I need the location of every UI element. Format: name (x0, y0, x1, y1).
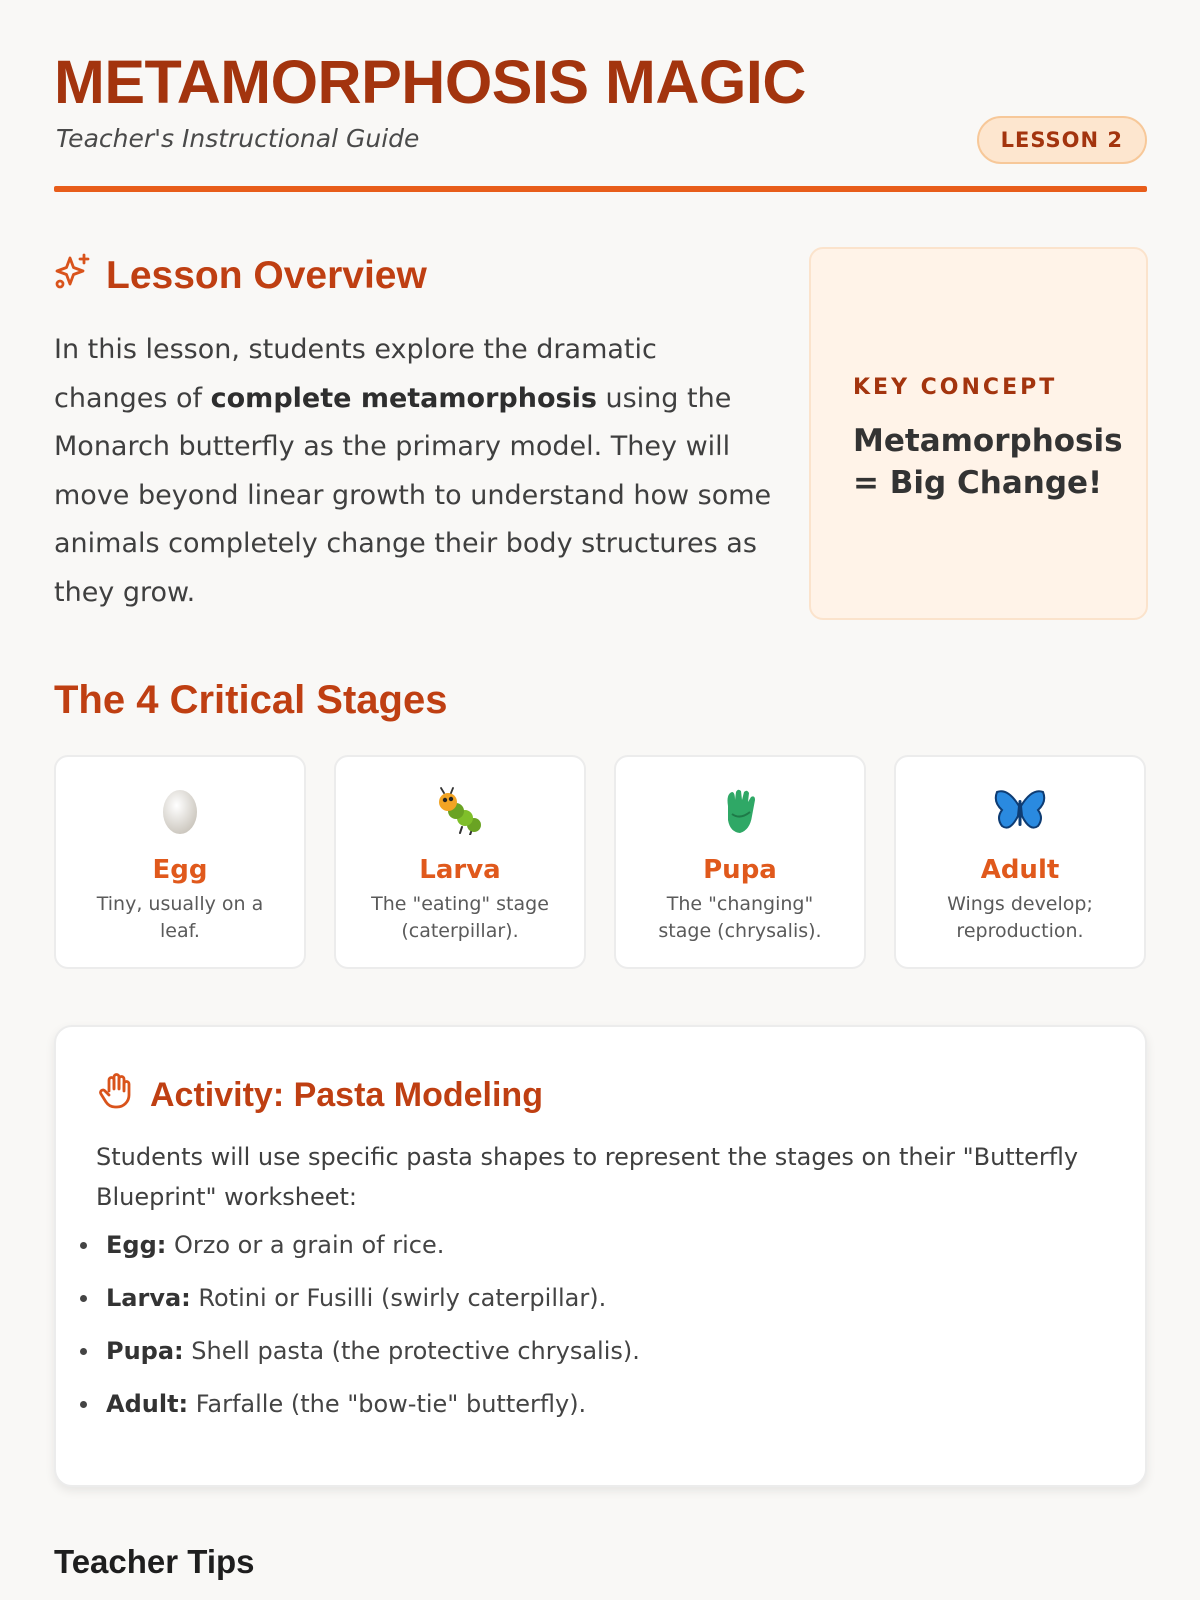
stage-description: The "eating" stage (caterpillar). (371, 893, 549, 942)
overview-title: Lesson Overview (106, 254, 427, 297)
header-divider (54, 186, 1147, 192)
activity-title: Activity: Pasta Modeling (150, 1076, 543, 1114)
page-title: METAMORPHOSIS MAGIC (54, 48, 806, 116)
overview-heading (54, 252, 427, 300)
activity-heading (96, 1071, 543, 1120)
overview-emphasis: complete metamorphosis (210, 382, 597, 414)
lesson-badge-label: LESSON 2 (1000, 128, 1123, 152)
stage-name: Pupa (703, 855, 777, 885)
page-subtitle: Teacher's Instructional Guide (56, 124, 420, 153)
sparkle-icon (54, 252, 92, 300)
teacher-tips-heading: Teacher Tips (54, 1543, 255, 1580)
stage-card-larva (334, 755, 586, 969)
stage-description: The "changing" stage (chrysalis). (658, 893, 822, 942)
list-item: Adult: Farfalle (the "bow-tie" butterfly). (106, 1384, 640, 1437)
caterpillar-icon (434, 787, 486, 835)
key-concept-value: Metamorphosis = Big Change! (853, 423, 1123, 501)
key-concept-card (809, 247, 1148, 620)
list-item: Pupa: Shell pasta (the protective chrysalis). (106, 1331, 640, 1384)
stage-card-adult (894, 755, 1146, 969)
activity-list (106, 1225, 640, 1437)
stage-description: Wings develop; reproduction. (947, 893, 1093, 942)
overview-paragraph: In this lesson, students explore the dramatic changes of complete metamorphosis using the Monarch butterfly as the primary model. They will move beyond linear growth to understand how some animals completely change their body structures as they grow. (54, 334, 772, 608)
butterfly-icon (994, 788, 1046, 834)
activity-intro: Students will use specific pasta shapes to represent the stages on their "Butterfly Blueprint" worksheet: (96, 1143, 1079, 1211)
key-concept-label: KEY CONCEPT (853, 375, 1058, 400)
stages-heading: The 4 Critical Stages (54, 678, 448, 722)
stage-card-pupa (614, 755, 866, 969)
list-item: Larva: Rotini or Fusilli (swirly caterpillar). (106, 1278, 640, 1331)
list-item: Egg: Orzo or a grain of rice. (106, 1225, 640, 1278)
stage-description: Tiny, usually on a leaf. (96, 893, 264, 942)
egg-icon (160, 786, 200, 836)
stage-name: Larva (419, 855, 501, 885)
stage-name: Adult (980, 855, 1060, 885)
chrysalis-icon (718, 786, 762, 836)
lesson-badge (977, 116, 1147, 164)
stage-card-egg (54, 755, 306, 969)
hand-icon (96, 1071, 136, 1120)
stage-name: Egg (152, 855, 208, 885)
